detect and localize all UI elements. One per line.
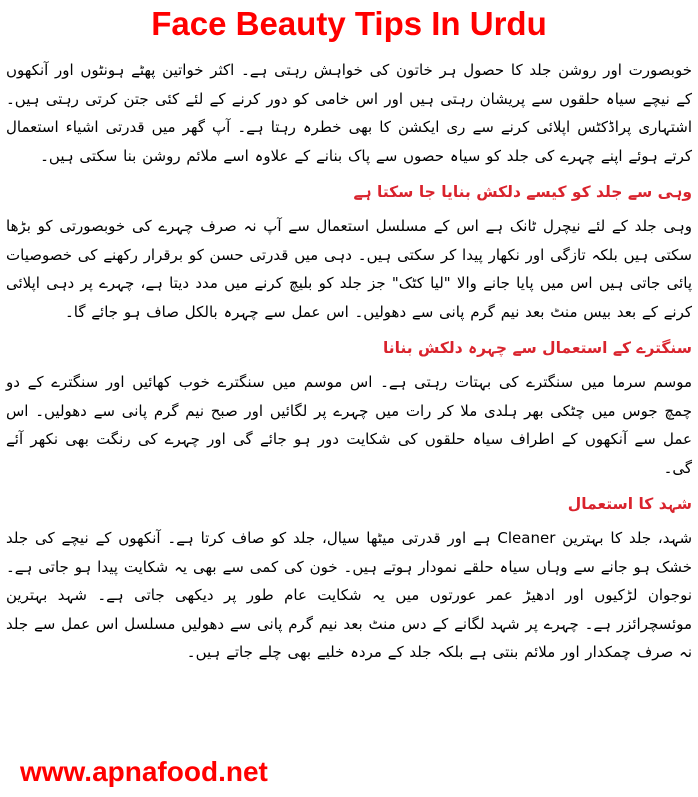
section-body-honey: شہد، جلد کا بہترین Cleaner ہے اور قدرتی میٹھا سیال، جلد کو صاف کرتا ہے۔ آنکھوں کے نیچے کی جلد خشک ہو جانے سے وہاں سیاہ حلقے نمودار ہوتے ہیں۔ خون کی کمی سے بھی یہ شکایت پیدا ہو جاتی ہے۔ نوجوان لڑکیوں اور ادھیڑ عمر عورتوں میں یہ شکایت عام طور پر دیکھی جاتی ہے۔ شہد بہترین موئسچرائزر ہے۔ چہرے پر شہد لگانے کے دس منٹ بعد نیم گرم پانی سے دھولیں مسلسل اس عمل سے جلد نہ صرف چمکدار اور ملائم بنتی ہے بلکہ جلد کے مردہ خلیے بھی چلے جاتے ہیں۔	[6, 529, 693, 661]
website-url: www.apnafood.net	[20, 755, 276, 789]
section-heading-yogurt: وہی سے جلد کو کیسے دلکش بنایا جا سکتا ہے	[353, 183, 692, 201]
page-title: Face Beauty Tips In Urdu	[151, 5, 547, 42]
article-body	[6, 56, 692, 675]
section-heading-orange: سنگترے کے استعمال سے چہرہ دلکش بنانا	[382, 339, 692, 357]
section-body-yogurt: وہی جلد کے لئے نیچرل ٹانک ہے اس کے مسلسل استعمال سے آپ نہ صرف چہرے کی خوبصورتی کو بڑھا سکتی ہیں بلکہ تازگی اور نکھار پیدا کر سکتی ہیں۔ دہی میں قدرتی حسن کو برقرار رکھنے کی خصوصیات پائی جاتی ہیں اس میں پایا جانے والا "لیا کٹک" جز جلد کو بلیچ کرنے میں مدد دیتا ہے، چہرے پر دہی اپلائی کرنے کے بعد بیس منٹ بعد نیم گرم پانی سے دھولیں۔ اس عمل سے چہرہ بالکل صاف ہو جائے گا۔	[6, 217, 692, 321]
intro-paragraph: خوبصورت اور روشن جلد کا حصول ہر خاتون کی خواہش رہتی ہے۔ اکثر خواتین پھٹے ہونٹوں اور آنکھوں کے نیچے سیاہ حلقوں سے پریشان رہتی ہیں اور اس خامی کو دور کرنے کے لئے کئی جتن کرتی رہتی ہیں۔ اشتہاری پراڈکٹس اپلائی کرنے سے ری ایکشن کا بھی خطرہ رہتا ہے۔ آپ گھر میں قدرتی اشیاء استعمال کرتے ہوئے اپنے چہرے کی جلد کو سیاہ حصوں سے پاک بنانے کے علاوہ اسے ملائم روشن بنا سکتی ہیں۔	[6, 61, 692, 165]
section-heading-honey: شہد کا استعمال	[567, 495, 692, 513]
section-body-orange: موسم سرما میں سنگترے کی بہتات رہتی ہے۔ اس موسم میں سنگترے خوب کھائیں اور سنگترے کے دو چمچ جوس میں چٹکی بھر ہلدی ملا کر رات میں چہرے پر لگائیں اور صبح نیم گرم پانی سے دھولیں۔ اس عمل سے آنکھوں کے اطراف سیاہ حلقوں کی شکایت دور ہو جائے گی اور چہرے کی رنگت بھی نکھر آئے گی۔	[6, 373, 692, 477]
